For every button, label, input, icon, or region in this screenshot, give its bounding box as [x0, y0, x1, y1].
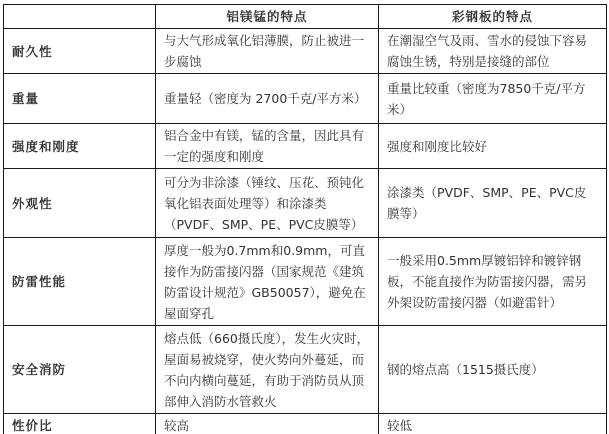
- cell-weight-almgmn: 重量轻（密度为 2700千克/平方米）: [156, 74, 379, 124]
- cell-lightning-almgmn: 厚度一般为0.7mm和0.9mm，可直接作为防雷接闪器（国家规范《建筑防雷设计规范》GB50057），避免在屋面穿孔: [156, 238, 379, 326]
- cell-weight-steel: 重量比较重（密度为7850千克/平方米）: [379, 74, 607, 124]
- row-label-cost-performance: 性价比: [4, 414, 156, 434]
- header-colored-steel: 彩钢板的特点: [379, 5, 607, 29]
- comparison-table: [3, 4, 607, 434]
- cell-strength-almgmn: 铝合金中有镁，锰的含量，因此具有一定的强度和刚度: [156, 124, 379, 169]
- table-row: [4, 74, 607, 124]
- row-label-weight: 重量: [4, 74, 156, 124]
- cell-appearance-almgmn: 可分为非涂漆（锤纹、压花、预钝化氧化铝表面处理等）和涂漆类（PVDF、SMP、PE、PVC皮膜等）: [156, 169, 379, 238]
- row-label-durability: 耐久性: [4, 29, 156, 74]
- cell-cost-almgmn: 较高: [156, 414, 379, 434]
- cell-strength-steel: 强度和刚度比较好: [379, 124, 607, 169]
- row-label-appearance: 外观性: [4, 169, 156, 238]
- cell-fire-steel: 钢的熔点高（1515摄氏度）: [379, 326, 607, 414]
- row-label-fire-safety: 安全消防: [4, 326, 156, 414]
- row-label-lightning-protection: 防雷性能: [4, 238, 156, 326]
- cell-cost-steel: 较低: [379, 414, 607, 434]
- row-label-strength-stiffness: 强度和刚度: [4, 124, 156, 169]
- cell-appearance-steel: 涂漆类（PVDF、SMP、PE、PVC皮膜等）: [379, 169, 607, 238]
- table-row: [4, 414, 607, 434]
- cell-durability-steel: 在潮湿空气及雨、雪水的侵蚀下容易腐蚀生锈，特别是接缝的部位: [379, 29, 607, 74]
- table-row: [4, 124, 607, 169]
- table-header-row: [4, 5, 607, 29]
- header-almgmn: 铝镁锰的特点: [156, 5, 379, 29]
- header-blank-cell: [4, 5, 156, 29]
- table-row: [4, 29, 607, 74]
- table-row: [4, 169, 607, 238]
- cell-lightning-steel: 一般采用0.5mm厚镀铝锌和镀锌钢板，不能直接作为防雷接闪器，需另外架设防雷接闪器（如避雷针）: [379, 238, 607, 326]
- cell-durability-almgmn: 与大气形成氧化铝薄膜，防止被进一步腐蚀: [156, 29, 379, 74]
- table-row: [4, 326, 607, 414]
- cell-fire-almgmn: 熔点低（660摄氏度），发生火灾时，屋面易被烧穿，使火势向外蔓延，而不向内横向蔓延，有助于消防员从顶部伸入消防水管救火: [156, 326, 379, 414]
- table-row: [4, 238, 607, 326]
